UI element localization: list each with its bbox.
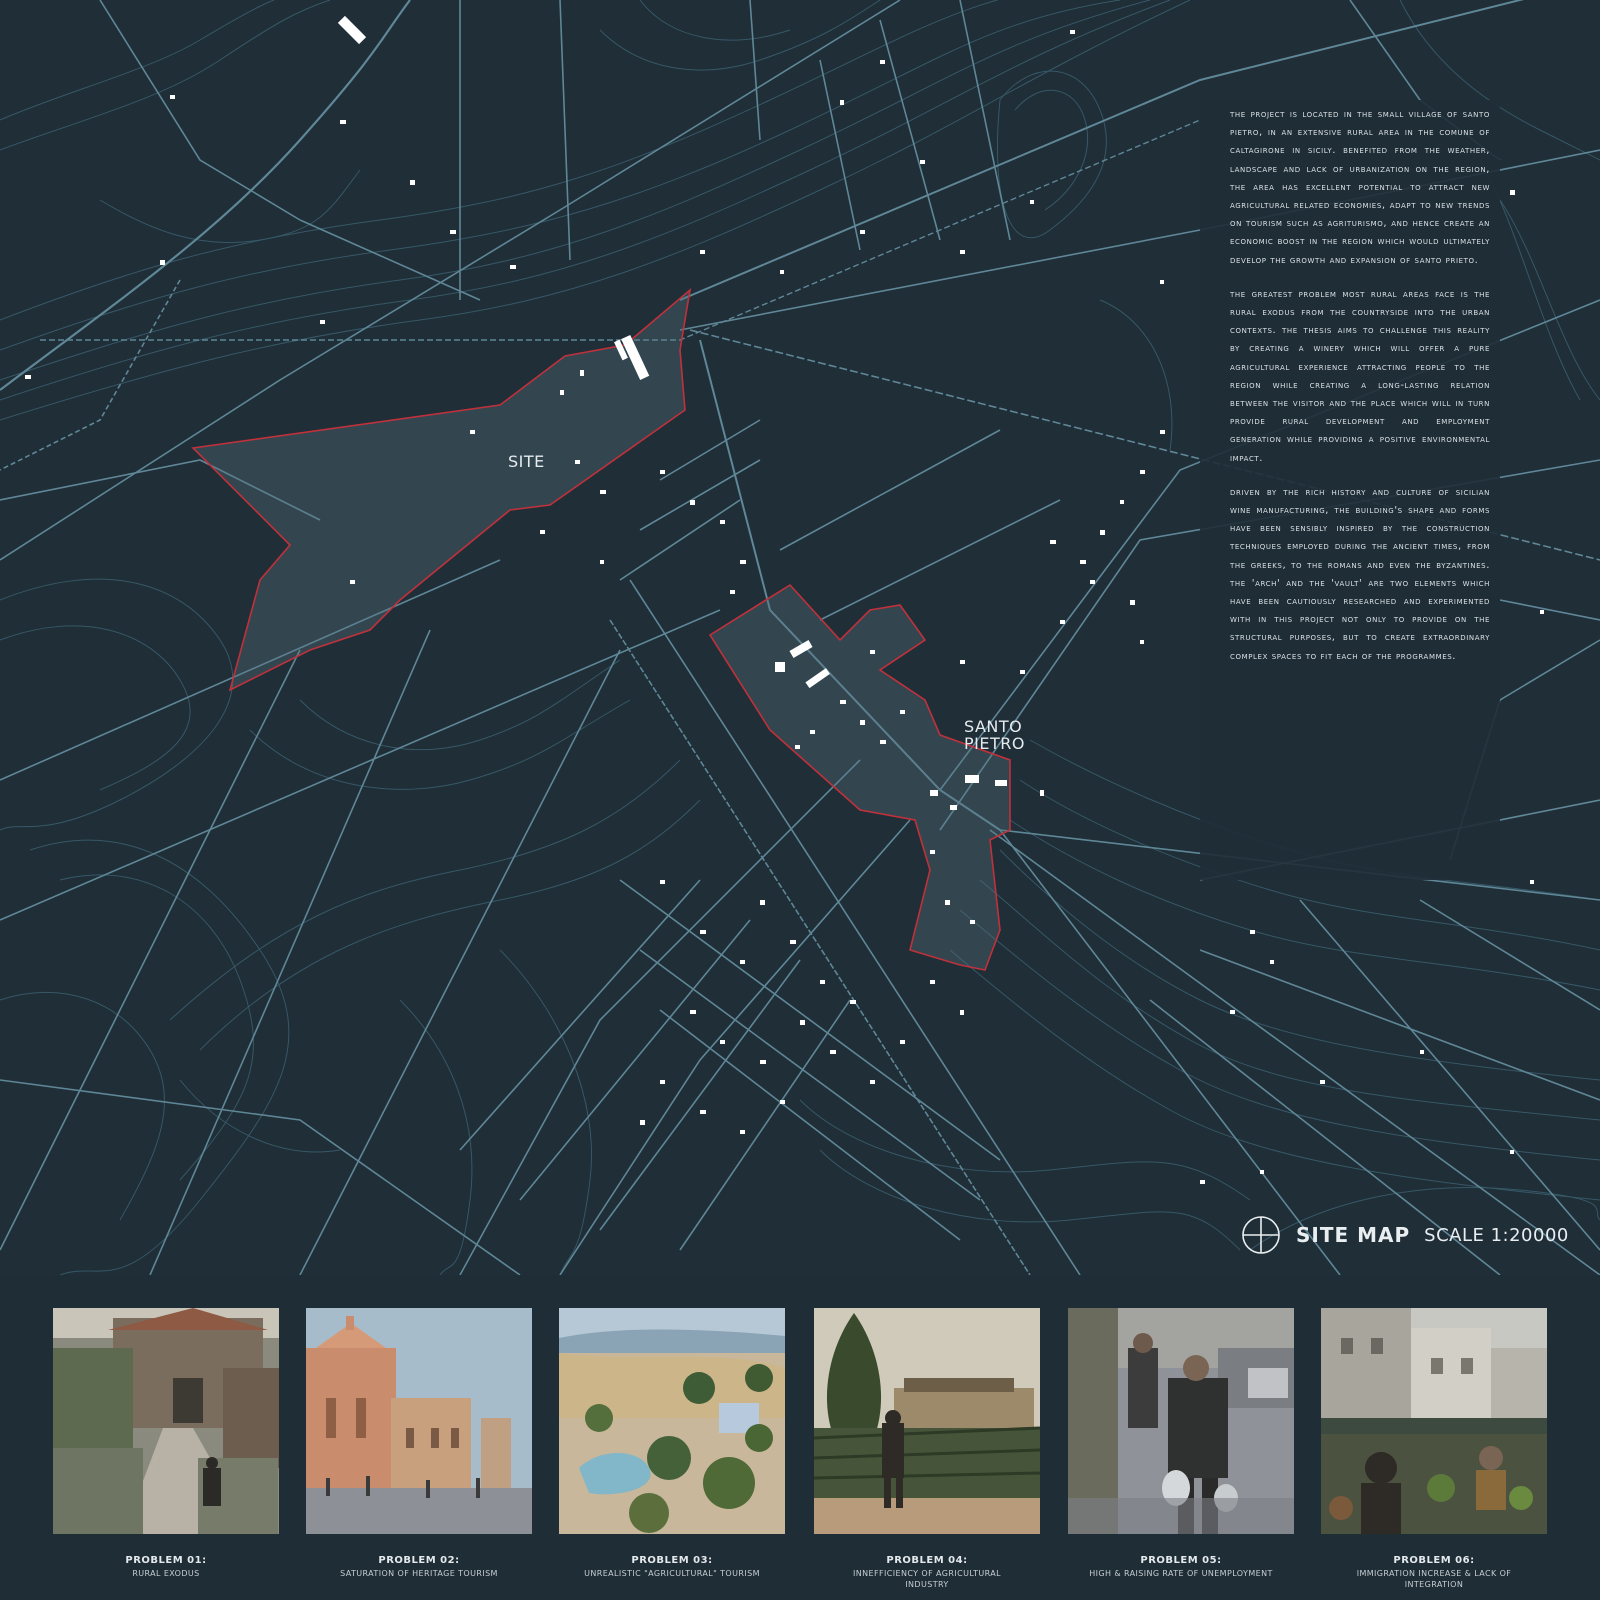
problem-card-2 (306, 1308, 532, 1579)
problem-title-2: PROBLEM 02: (378, 1555, 460, 1566)
problem-photo-heritage-tourism (306, 1308, 532, 1534)
problem-photo-immigration (1321, 1308, 1547, 1534)
problem-photo-agricultural-tourism (559, 1308, 785, 1534)
village-label (964, 718, 1025, 752)
problem-desc-6: IMMIGRATION INCREASE & LACK OF INTEGRATION (1356, 1569, 1512, 1589)
map-scale: SCALE 1:20000 (1424, 1224, 1569, 1246)
problem-photo-rural-exodus (53, 1308, 279, 1534)
problem-title-5: PROBLEM 05: (1140, 1555, 1222, 1566)
problem-desc-3: UNREALISTIC "AGRICULTURAL" TOURISM (584, 1569, 760, 1578)
village-label-line2: PIETRO (964, 734, 1025, 753)
problem-title-1: PROBLEM 01: (125, 1555, 207, 1566)
map-title: SITE MAP (1296, 1223, 1411, 1247)
description-paragraph-2: the greatest problem most rural areas face is the rural exodus from the countryside into the urban contexts. the thesis aims to challenge this reality by creating a winery which will offer a pure agricultural experience attracting people to the region while creating a long-lasting relation between the visitor and the place which will in turn provide rural development and employment generation while providing a positive environmental impact. (1230, 288, 1490, 464)
problems-strip (0, 1275, 1600, 1600)
site-label: SITE (508, 452, 545, 471)
problem-card-1 (53, 1308, 279, 1579)
problem-title-3: PROBLEM 03: (631, 1555, 713, 1566)
project-description-panel (1200, 100, 1500, 880)
problem-photo-agricultural-industry (814, 1308, 1040, 1534)
problem-card-5 (1068, 1308, 1294, 1579)
map-title-block (1240, 1215, 1569, 1255)
description-paragraph-1: the project is located in the small village of santo pietro, in an extensive rural area in the comune of caltagirone in sicily. benefited from the weather, landscape and lack of urbanization on the region, the area has excellent potential to attract new agricultural related economies, adapt to new trends on tourism such as agriturismo, and hence create an economic boost in the region which would ultimately develop the growth and expansion of santo prieto. (1230, 109, 1490, 266)
problem-card-4 (814, 1308, 1040, 1590)
problem-photo-unemployment (1068, 1308, 1294, 1534)
site-boundary (193, 290, 690, 690)
problem-card-6 (1321, 1308, 1547, 1590)
problem-desc-1: RURAL EXODUS (132, 1569, 200, 1578)
village-label-line1: SANTO (964, 717, 1023, 736)
north-arrow-icon (1240, 1214, 1282, 1256)
problem-card-3 (559, 1308, 785, 1579)
problem-title-4: PROBLEM 04: (886, 1555, 968, 1566)
problem-title-6: PROBLEM 06: (1393, 1555, 1475, 1566)
problem-desc-4: INNEFFICIENCY OF AGRICULTURAL INDUSTRY (853, 1569, 1001, 1589)
problem-desc-2: SATURATION OF HERITAGE TOURISM (340, 1569, 498, 1578)
description-paragraph-3: driven by the rich history and culture of sicilian wine manufacturing, the building's shape and forms have been sensibly inspired by the construction techniques employed during the ancient times, from the greeks, to the romans and even the byzantines. the 'arch' and the 'vault' are two elements which have been cautiously researched and experimented with in this project not only to provide on the structural purposes, but to create extraordinary complex spaces to fit each of the programmes. (1230, 486, 1490, 662)
problem-desc-5: HIGH & RAISING RATE OF UNEMPLOYMENT (1089, 1569, 1273, 1578)
